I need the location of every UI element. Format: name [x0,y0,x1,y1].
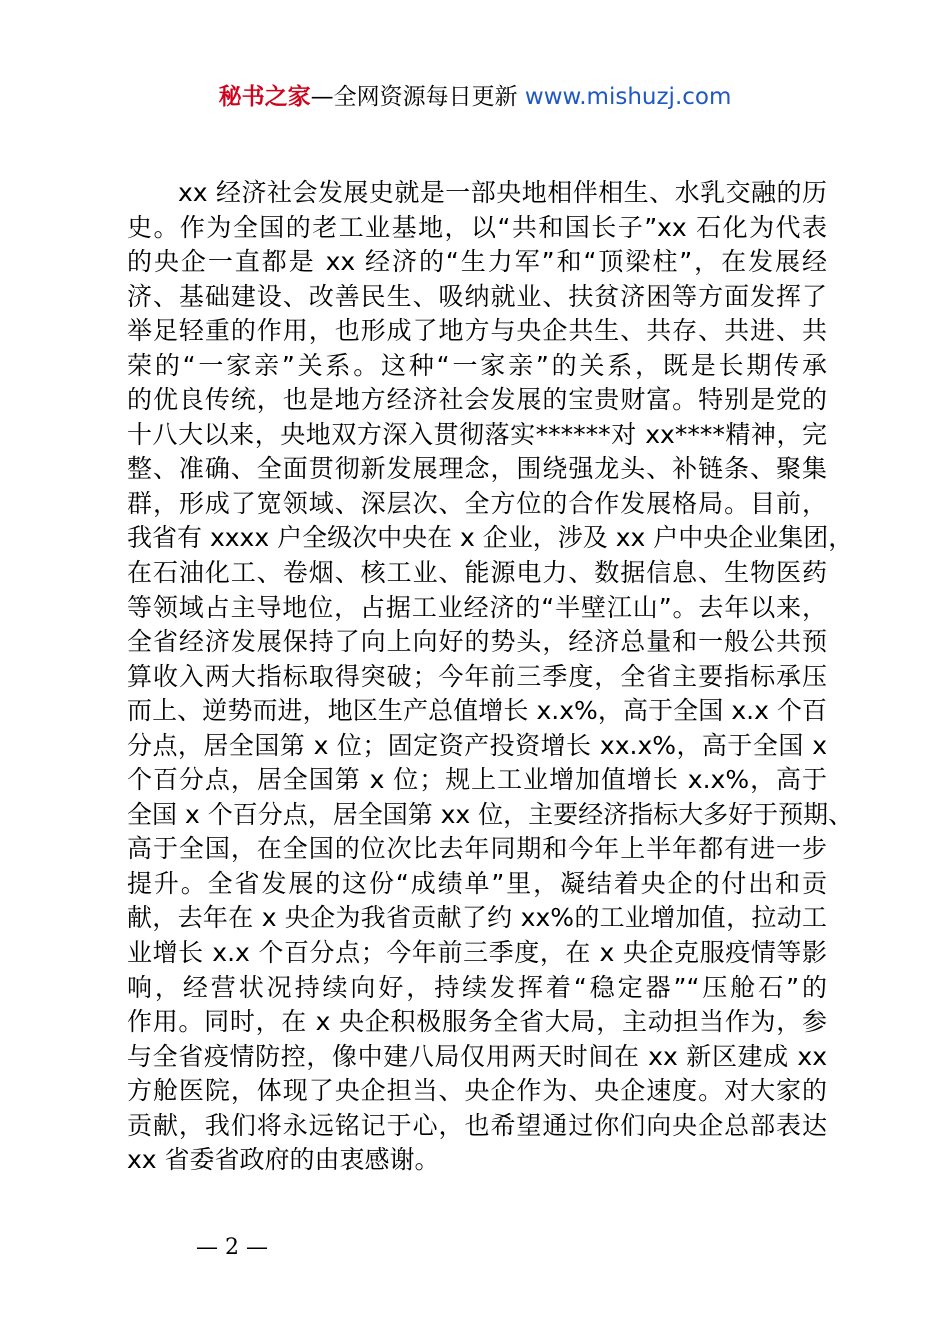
paragraph-line: 全国 x 个百分点，居全国第 xx 位，主要经济指标大多好于预期、 [127,799,854,829]
header-separator: — [310,84,334,110]
paragraph-line: 高于全国，在全国的位次比去年同期和今年上半年都有进一步 [127,834,827,864]
site-tagline: 全网资源每日更新 [333,84,518,110]
paragraph-line: xx 省委省政府的由衷感谢。 [127,1145,440,1175]
site-brand: 秘书之家 [218,84,311,110]
paragraph-line: 响，经营状况持续向好，持续发挥着“稳定器”“压舱石”的 [127,972,827,1002]
paragraph-line: 史。作为全国的老工业基地，以“共和国长子”xx 石化为代表 [127,212,827,242]
paragraph-line: 全省经济发展保持了向上向好的势头，经济总量和一般公共预 [127,627,827,657]
paragraph-line: 而上、逆势而进，地区生产总值增长 x.x%，高于全国 x.x 个百 [127,696,827,726]
paragraph-line: 个百分点，居全国第 x 位；规上工业增加值增长 x.x%，高于 [127,765,827,795]
paragraph-line: 在石油化工、卷烟、核工业、能源电力、数据信息、生物医药 [127,558,827,588]
paragraph-line: 等领域占主导地位，占据工业经济的“半壁江山”。去年以来， [127,592,827,622]
paragraph-line: 举足轻重的作用，也形成了地方与央企共生、共存、共进、共 [127,316,827,346]
paragraph-line: 十八大以来，央地双方深入贯彻落实******对 xx****精神，完 [127,419,827,449]
paragraph-line: 整、准确、全面贯彻新发展理念，围绕强龙头、补链条、聚集 [127,454,827,484]
paragraph-line: 我省有 xxxx 户全级次中央在 x 企业，涉及 xx 户中央企业集团， [127,523,854,553]
paragraph-line: 的优良传统，也是地方经济社会发展的宝贵财富。特别是党的 [127,385,827,415]
paragraph-line: 分点，居全国第 x 位；固定资产投资增长 xx.x%，高于全国 x [127,730,827,760]
page-number: — 2 — [196,1235,268,1260]
paragraph-line: 献，去年在 x 央企为我省贡献了约 xx%的工业增加值，拉动工 [127,903,827,933]
paragraph-line: xx 经济社会发展史就是一部央地相伴相生、水乳交融的历 [178,178,827,207]
paragraph-line: 济、基础建设、改善民生、吸纳就业、扶贫济困等方面发挥了 [127,281,827,311]
paragraph-line: 提升。全省发展的这份“成绩单”里，凝结着央企的付出和贡 [127,868,827,898]
paragraph-line: 与全省疫情防控，像中建八局仅用两天时间在 xx 新区建成 xx [127,1041,827,1071]
paragraph-line: 荣的“一家亲”关系。这种“一家亲”的关系，既是长期传承 [127,350,827,380]
paragraph-line: 的央企一直都是 xx 经济的“生力军”和“顶梁柱”，在发展经 [127,247,827,277]
paragraph-line: 群，形成了宽领域、深层次、全方位的合作发展格局。目前， [127,488,827,518]
paragraph-line: 算收入两大指标取得突破；今年前三季度，全省主要指标承压 [127,661,827,691]
site-url-link[interactable]: www.mishuzj.com [524,84,732,110]
document-body [127,176,854,1178]
site-header [0,82,950,112]
paragraph-line: 贡献，我们将永远铭记于心，也希望通过你们向央企总部表达 [127,1110,827,1140]
paragraph-line: 方舱医院，体现了央企担当、央企作为、央企速度。对大家的 [127,1076,827,1106]
paragraph-line: 作用。同时，在 x 央企积极服务全省大局，主动担当作为，参 [127,1007,827,1037]
paragraph-line: 业增长 x.x 个百分点；今年前三季度，在 x 央企克服疫情等影 [127,938,827,968]
